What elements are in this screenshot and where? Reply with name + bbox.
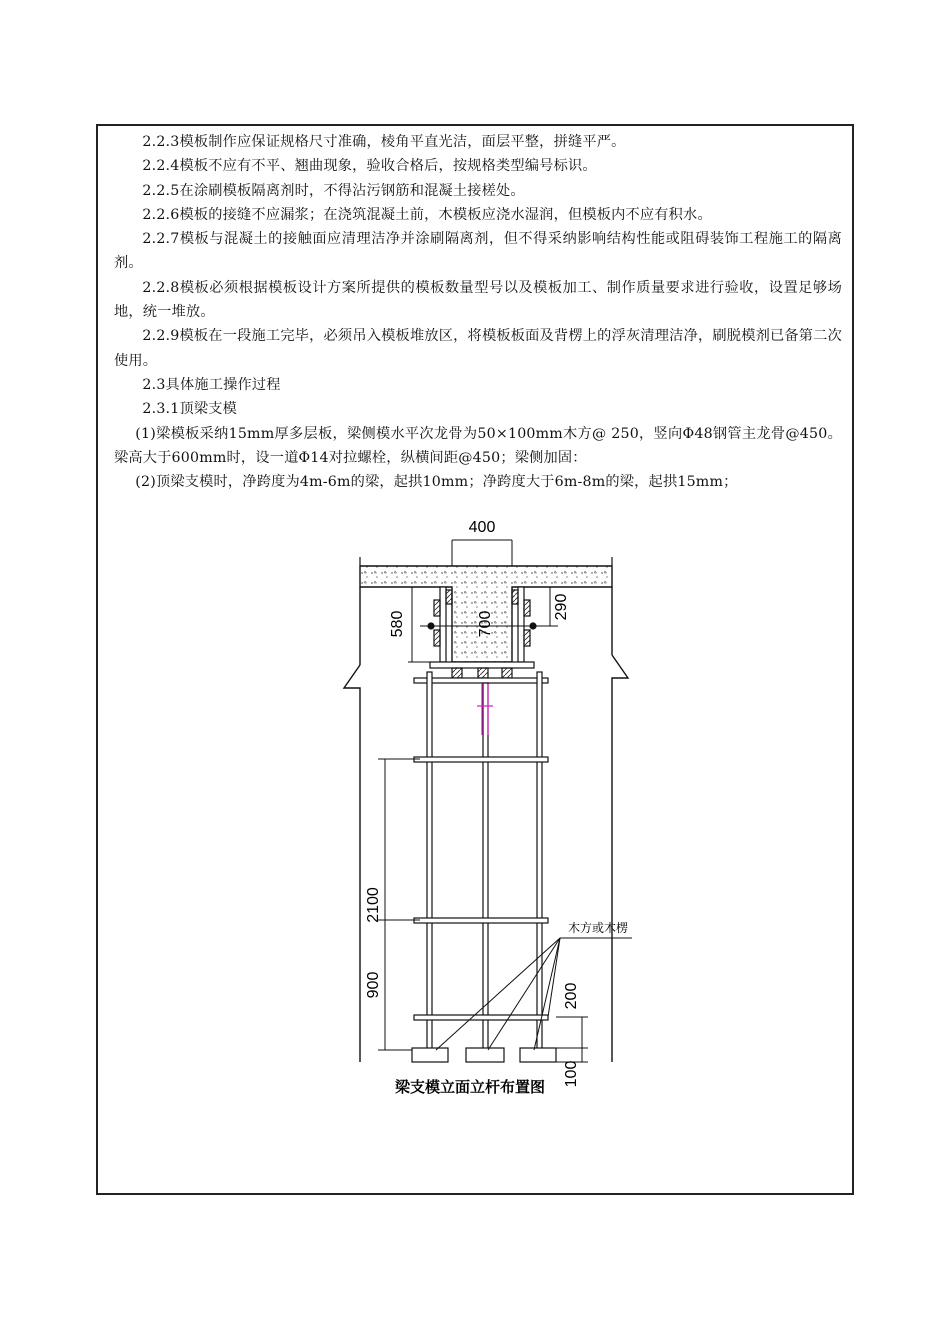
section-2-3-heading: 2.3具体施工操作过程 — [142, 376, 281, 393]
dimension-sweep-base — [556, 1017, 588, 1062]
horizontal-ledgers — [414, 757, 548, 1020]
dimension-beam-width — [452, 540, 512, 566]
clause-2-2-6: 2.2.6模板的接缝不应漏浆；在浇筑混凝土前，木模板应浇水湿润，但模板内不应有积水。 — [142, 206, 712, 223]
item-1: (1)梁模板采纳15mm厚多层板，梁侧模水平次龙骨为50×100mm木方@ 250，竖向Φ48钢管主龙骨@450。梁高大于600mm时，设一道Φ14对拉螺栓，纵横间距@450；梁侧加固： — [114, 425, 842, 466]
diagram-caption: 梁支模立面立杆布置图 — [394, 1079, 546, 1096]
clause-2-2-8: 2.2.8模板必须根据模板设计方案所提供的模板数量型号以及模板加工、制作质量要求进行验收，设置足够场地，统一堆放。 — [114, 279, 842, 321]
label-100: 100 — [563, 1060, 580, 1088]
clause-2-2-5: 2.2.5在涂刷模板隔离剂时，不得沾污钢筋和混凝土接槎处。 — [142, 182, 525, 199]
dimension-580 — [408, 587, 440, 662]
label-400: 400 — [468, 519, 496, 536]
callout-timber: 木方或木楞 — [567, 921, 629, 935]
slab-break-marks — [360, 557, 612, 566]
callout-leaders — [436, 938, 632, 1050]
dimension-upper-lower — [378, 759, 420, 1050]
section-2-3-1-heading: 2.3.1顶梁支模 — [142, 401, 238, 418]
label-2100: 2100 — [365, 887, 382, 923]
base-pads — [412, 1048, 556, 1062]
clause-2-2-7: 2.2.7模板与混凝土的接触面应清理洁净并涂刷隔离剂，但不得采纳影响结构性能或阻碍装饰工程施工的隔离剂。 — [114, 231, 842, 272]
clause-2-2-9: 2.2.9模板在一段施工完毕，必须吊入模板堆放区，将模板板面及背楞上的浮灰清理洁净，刷脱模剂已备第二次使用。 — [114, 328, 842, 369]
label-700: 700 — [477, 610, 494, 638]
clause-2-2-4: 2.2.4模板不应有不平、翘曲现象，验收合格后，按规格类型编号标识。 — [142, 158, 597, 175]
label-580: 580 — [389, 610, 406, 638]
label-900: 900 — [365, 971, 382, 999]
left-wall — [344, 587, 360, 1062]
item-2: (2)顶梁支模时，净跨度为4m-6m的梁，起拱10mm；净跨度大于6m-8m的梁，起拱15mm； — [135, 474, 738, 491]
clause-2-2-3: 2.2.3模板制作应保证规格尺寸准确，棱角平直光洁，面层平整，拼缝平严。 — [142, 134, 626, 150]
label-200: 200 — [563, 982, 580, 1010]
label-290: 290 — [553, 593, 570, 621]
beam-bottom-form — [414, 662, 548, 683]
right-wall — [612, 587, 628, 1062]
